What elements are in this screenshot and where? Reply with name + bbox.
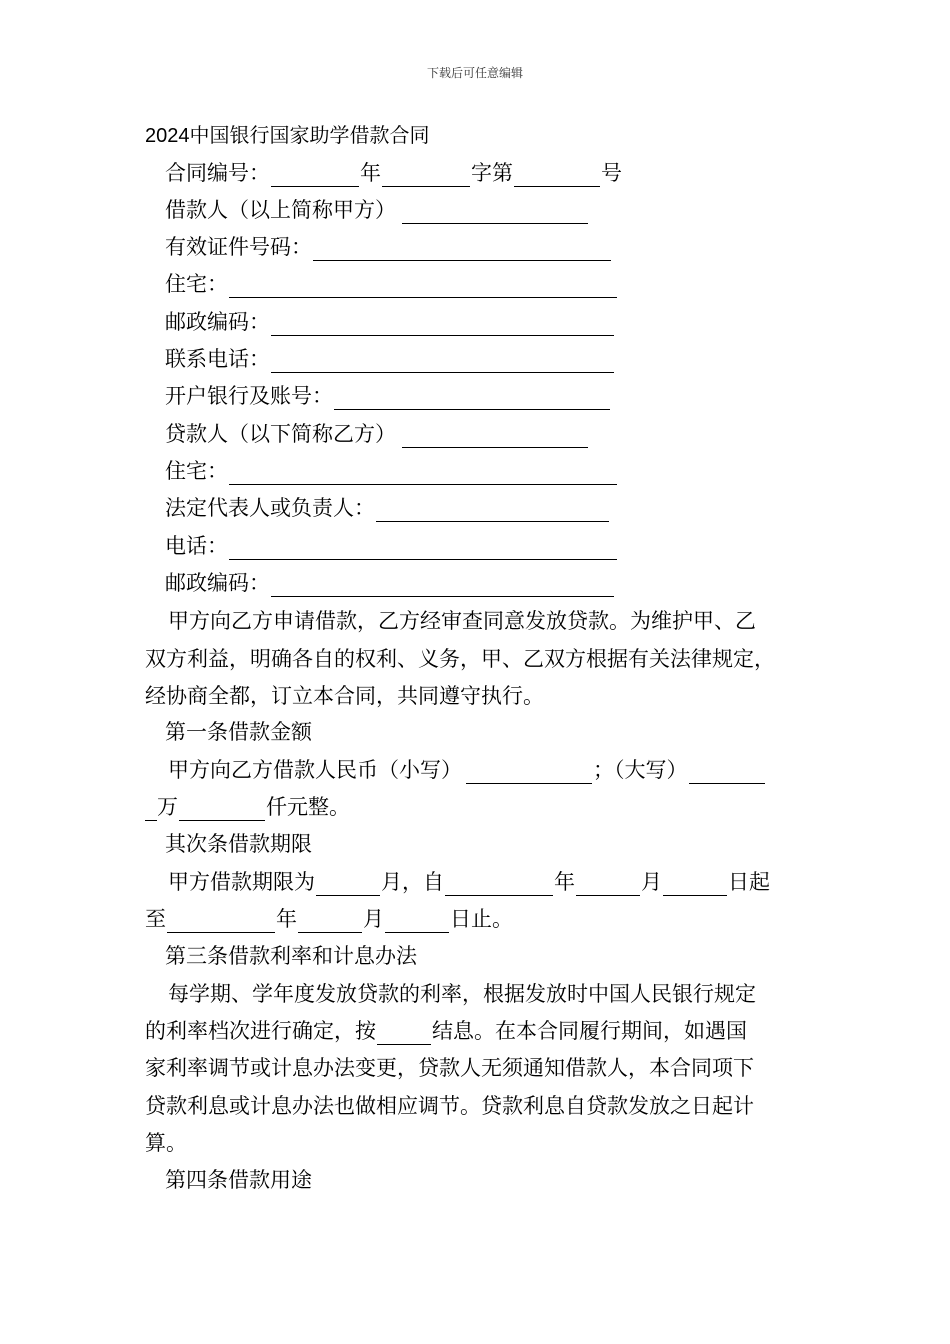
field-row-bank: [165, 382, 611, 410]
document-title: [145, 121, 430, 150]
end-year-blank: [167, 910, 275, 933]
text: 日起: [728, 870, 770, 894]
field-row-lender-address: [165, 457, 618, 485]
text: 甲方向乙方借款人民币（小写）: [168, 758, 462, 782]
field-blank: [271, 350, 614, 373]
field-blank: [229, 462, 617, 485]
article-2-heading: 其次条借款期限: [165, 832, 312, 856]
intro-line-1: 甲方向乙方申请借款，乙方经审查同意发放贷款。为维护甲、乙: [168, 609, 756, 633]
text: 月: [641, 870, 662, 894]
year-text: 年: [360, 161, 381, 185]
field-row-lender-phone: [165, 532, 618, 560]
title-text: 中国银行国家助学借款合同: [189, 123, 430, 147]
start-day-blank: [663, 873, 727, 896]
amount-small-blank: [466, 761, 592, 784]
article-3-line-3: 家利率调节或计息办法变更，贷款人无须通知借款人，本合同项下: [145, 1056, 754, 1080]
article-4-heading: 第四条借款用途: [165, 1168, 312, 1192]
field-label: 有效证件号码：: [165, 235, 312, 259]
field-blank: [271, 313, 614, 336]
field-label: 贷款人（以下简称乙方）: [165, 422, 396, 446]
field-row-address: [165, 270, 618, 298]
article-3-heading: 第三条借款利率和计息办法: [165, 944, 417, 968]
field-label: 电话：: [165, 534, 228, 558]
field-label: 邮政编码：: [165, 571, 270, 595]
field-blank: [402, 201, 588, 224]
text: 的利率档次进行确定，按: [145, 1019, 376, 1043]
text: 仟元整。: [266, 795, 350, 819]
field-row-lender-postcode: [165, 569, 615, 597]
intro-line-2: 双方利益，明确各自的权利、义务，甲、乙双方根据有关法律规定，: [145, 647, 775, 671]
article-1-line-2: [145, 793, 350, 821]
field-row-lender: [165, 420, 589, 448]
field-blank: [402, 425, 588, 448]
field-label: 住宅：: [165, 459, 228, 483]
field-row-phone: [165, 345, 615, 373]
article-3-line-2: [145, 1017, 747, 1045]
interest-settle-blank: [377, 1022, 431, 1045]
end-day-blank: [385, 910, 449, 933]
field-blank: [271, 574, 614, 597]
contract-number-row: [165, 159, 622, 187]
text: 万: [157, 795, 178, 819]
field-label: 法定代表人或负责人：: [165, 496, 375, 520]
text: 结息。在本合同履行期间，如遇国: [432, 1019, 747, 1043]
text: 月，自: [381, 870, 444, 894]
article-2-line-2: [145, 905, 513, 933]
wan-blank: [145, 798, 157, 821]
field-label: 联系电话：: [165, 347, 270, 371]
contract-number-label: 合同编号：: [165, 161, 270, 185]
text: 月: [363, 907, 384, 931]
qian-blank: [179, 798, 265, 821]
amount-big-blank: [689, 761, 765, 784]
text: 至: [145, 907, 166, 931]
text: 甲方借款期限为: [168, 870, 315, 894]
text: 年: [554, 870, 575, 894]
text: 日止。: [450, 907, 513, 931]
field-blank: [376, 499, 609, 522]
field-label: 住宅：: [165, 272, 228, 296]
field-row-id: [165, 233, 612, 261]
article-1-heading: 第一条借款金额: [165, 720, 312, 744]
text: 年: [276, 907, 297, 931]
field-row-postcode: [165, 308, 615, 336]
article-3-line-1: 每学期、学年度发放贷款的利率，根据发放时中国人民银行规定: [168, 982, 756, 1006]
article-3-line-5: 算。: [145, 1131, 187, 1155]
start-year-blank: [445, 873, 553, 896]
field-label: 借款人（以上简称甲方）: [165, 198, 396, 222]
contract-year-blank: [271, 164, 359, 187]
article-1-line-1: [168, 756, 766, 784]
field-row-representative: [165, 494, 610, 522]
hao-text: 号: [601, 161, 622, 185]
contract-zi-blank: [382, 164, 470, 187]
field-blank: [229, 275, 617, 298]
end-month-blank: [298, 910, 362, 933]
article-3-line-4: 贷款利息或计息办法也做相应调节。贷款利息自贷款发放之日起计: [145, 1094, 754, 1118]
contract-hao-blank: [514, 164, 600, 187]
page-header: 下载后可任意编辑: [426, 66, 523, 80]
start-month-blank: [576, 873, 640, 896]
term-blank: [316, 873, 380, 896]
field-blank: [229, 537, 617, 560]
field-blank: [334, 387, 610, 410]
field-row-borrower: [165, 196, 589, 224]
field-blank: [313, 238, 611, 261]
article-2-line-1: [168, 868, 770, 896]
intro-line-3: 经协商全都，订立本合同，共同遵守执行。: [145, 684, 544, 708]
zi-text: 字第: [471, 161, 513, 185]
field-label: 开户银行及账号：: [165, 384, 333, 408]
field-label: 邮政编码：: [165, 310, 270, 334]
title-year: 2024: [145, 125, 190, 147]
text: ；（大写）: [593, 758, 688, 782]
